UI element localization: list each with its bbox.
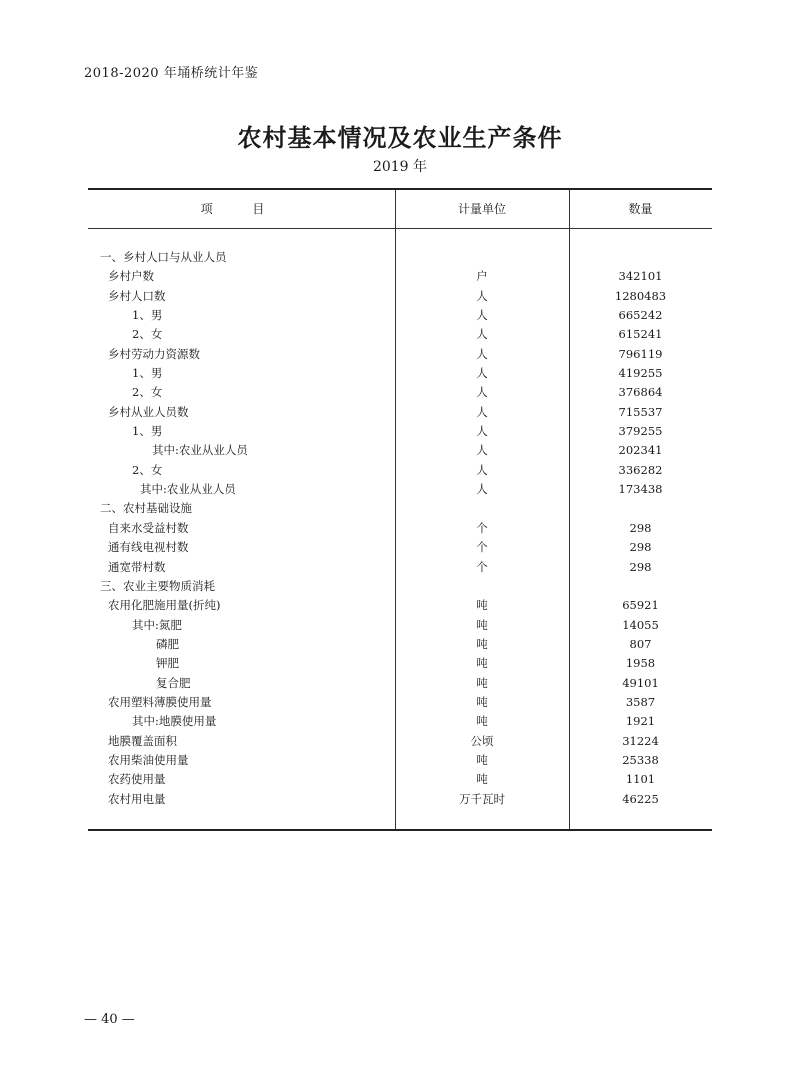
row-quantity: 49101 bbox=[622, 675, 659, 690]
row-item: 一、乡村人口与从业人员 bbox=[100, 250, 227, 264]
row-unit: 人 bbox=[476, 308, 488, 323]
row-unit: 吨 bbox=[476, 656, 488, 671]
row-unit: 吨 bbox=[476, 598, 488, 613]
row-item: 乡村人口数 bbox=[108, 288, 166, 303]
table-row bbox=[88, 267, 712, 286]
row-quantity: 615241 bbox=[618, 327, 663, 342]
table-row bbox=[88, 751, 712, 770]
row-item: 地膜覆盖面积 bbox=[108, 733, 177, 748]
row-item: 农村用电量 bbox=[108, 791, 166, 806]
row-quantity: 807 bbox=[629, 636, 652, 651]
row-item: 其中:地膜使用量 bbox=[132, 714, 217, 729]
table-row bbox=[88, 499, 712, 518]
row-quantity: 1921 bbox=[625, 714, 656, 729]
table-row bbox=[88, 345, 712, 364]
row-quantity: 65921 bbox=[622, 598, 659, 613]
row-quantity: 1101 bbox=[625, 772, 656, 787]
row-unit: 个 bbox=[476, 559, 488, 574]
table-row bbox=[88, 519, 712, 538]
row-quantity: 376864 bbox=[618, 385, 663, 400]
page-number: — 40 — bbox=[84, 1012, 135, 1027]
table-row bbox=[88, 616, 712, 635]
table-row bbox=[88, 596, 712, 615]
row-item: 2、女 bbox=[132, 327, 163, 342]
row-quantity: 173438 bbox=[618, 482, 663, 497]
row-quantity: 298 bbox=[629, 540, 652, 555]
row-unit: 吨 bbox=[476, 694, 488, 709]
row-unit: 吨 bbox=[476, 772, 488, 787]
row-unit: 人 bbox=[476, 404, 488, 419]
row-item: 农用化肥施用量(折纯) bbox=[108, 598, 221, 613]
table-row bbox=[88, 654, 712, 673]
row-quantity: 1958 bbox=[625, 656, 656, 671]
table-row bbox=[88, 558, 712, 577]
row-item: 其中:氮肥 bbox=[132, 617, 182, 632]
table-row bbox=[88, 693, 712, 712]
row-unit: 人 bbox=[476, 385, 488, 400]
row-item: 农用塑料薄膜使用量 bbox=[108, 694, 212, 709]
table-row bbox=[88, 770, 712, 789]
table-row bbox=[88, 422, 712, 441]
row-quantity: 419255 bbox=[618, 366, 663, 381]
running-header: 2018-2020 年埇桥统计年鉴 bbox=[84, 66, 259, 81]
statistics-table bbox=[88, 188, 712, 831]
row-item: 二、农村基础设施 bbox=[100, 501, 192, 516]
row-quantity: 14055 bbox=[622, 617, 659, 632]
row-unit: 吨 bbox=[476, 752, 488, 767]
row-item: 1、男 bbox=[132, 308, 163, 323]
row-item: 其中:农业从业人员 bbox=[140, 482, 236, 497]
row-item: 自来水受益村数 bbox=[108, 520, 189, 535]
table-row bbox=[88, 325, 712, 344]
header-divider bbox=[88, 228, 712, 229]
row-quantity: 3587 bbox=[625, 694, 656, 709]
page-subtitle: 2019 年 bbox=[372, 159, 428, 175]
row-item: 乡村户数 bbox=[108, 269, 154, 284]
row-quantity: 796119 bbox=[618, 346, 663, 361]
row-item: 复合肥 bbox=[156, 675, 191, 690]
table-row bbox=[88, 577, 712, 596]
row-item: 农药使用量 bbox=[108, 772, 166, 787]
row-unit: 万千瓦时 bbox=[459, 791, 505, 806]
row-unit: 人 bbox=[476, 462, 488, 477]
row-item: 乡村劳动力资源数 bbox=[108, 346, 200, 361]
table-row bbox=[88, 306, 712, 325]
row-quantity: 202341 bbox=[618, 443, 663, 458]
row-item: 三、农业主要物质消耗 bbox=[100, 578, 215, 593]
table-row bbox=[88, 248, 712, 267]
row-quantity: 298 bbox=[629, 520, 652, 535]
row-unit: 个 bbox=[476, 540, 488, 555]
row-quantity: 336282 bbox=[618, 462, 663, 477]
table-row bbox=[88, 674, 712, 693]
row-item: 1、男 bbox=[132, 424, 163, 439]
row-item: 乡村从业人员数 bbox=[108, 404, 189, 419]
row-quantity: 1280483 bbox=[614, 288, 667, 303]
row-unit: 吨 bbox=[476, 617, 488, 632]
table-row bbox=[88, 480, 712, 499]
table-row bbox=[88, 403, 712, 422]
row-quantity: 46225 bbox=[622, 791, 659, 806]
table-row bbox=[88, 732, 712, 751]
table-row bbox=[88, 287, 712, 306]
table-row bbox=[88, 538, 712, 557]
row-quantity: 342101 bbox=[618, 269, 663, 284]
row-unit: 吨 bbox=[476, 714, 488, 729]
row-item: 磷肥 bbox=[156, 636, 179, 651]
table-row bbox=[88, 635, 712, 654]
row-item: 1、男 bbox=[132, 366, 163, 381]
row-quantity: 715537 bbox=[618, 404, 663, 419]
page-title: 农村基本情况及农业生产条件 bbox=[237, 124, 563, 152]
row-quantity: 379255 bbox=[618, 424, 663, 439]
row-unit: 人 bbox=[476, 482, 488, 497]
header-item: 项 目 bbox=[200, 202, 283, 216]
row-unit: 户 bbox=[476, 269, 488, 284]
row-quantity: 31224 bbox=[622, 733, 659, 748]
row-quantity: 298 bbox=[629, 559, 652, 574]
row-unit: 公顷 bbox=[470, 733, 494, 748]
row-item: 农用柴油使用量 bbox=[108, 752, 189, 767]
row-unit: 人 bbox=[476, 443, 488, 458]
row-unit: 人 bbox=[476, 366, 488, 381]
table-row bbox=[88, 364, 712, 383]
header-unit: 计量单位 bbox=[457, 202, 506, 216]
row-item: 通宽带村数 bbox=[108, 559, 166, 574]
row-unit: 个 bbox=[476, 520, 488, 535]
row-item: 2、女 bbox=[132, 462, 163, 477]
row-unit: 人 bbox=[476, 327, 488, 342]
row-unit: 人 bbox=[476, 346, 488, 361]
row-item: 2、女 bbox=[132, 385, 163, 400]
row-unit: 吨 bbox=[476, 675, 488, 690]
header-quantity: 数量 bbox=[628, 202, 653, 216]
row-unit: 人 bbox=[476, 424, 488, 439]
table-row bbox=[88, 712, 712, 731]
table-row bbox=[88, 383, 712, 402]
row-quantity: 25338 bbox=[622, 752, 659, 767]
row-item: 其中:农业从业人员 bbox=[152, 443, 248, 458]
row-unit: 人 bbox=[476, 288, 488, 303]
table-row bbox=[88, 441, 712, 460]
table-row bbox=[88, 461, 712, 480]
table-row bbox=[88, 790, 712, 809]
table-body bbox=[88, 248, 712, 809]
row-item: 钾肥 bbox=[156, 656, 179, 671]
row-item: 通有线电视村数 bbox=[108, 540, 189, 555]
row-unit: 吨 bbox=[476, 636, 488, 651]
row-quantity: 665242 bbox=[618, 308, 663, 323]
